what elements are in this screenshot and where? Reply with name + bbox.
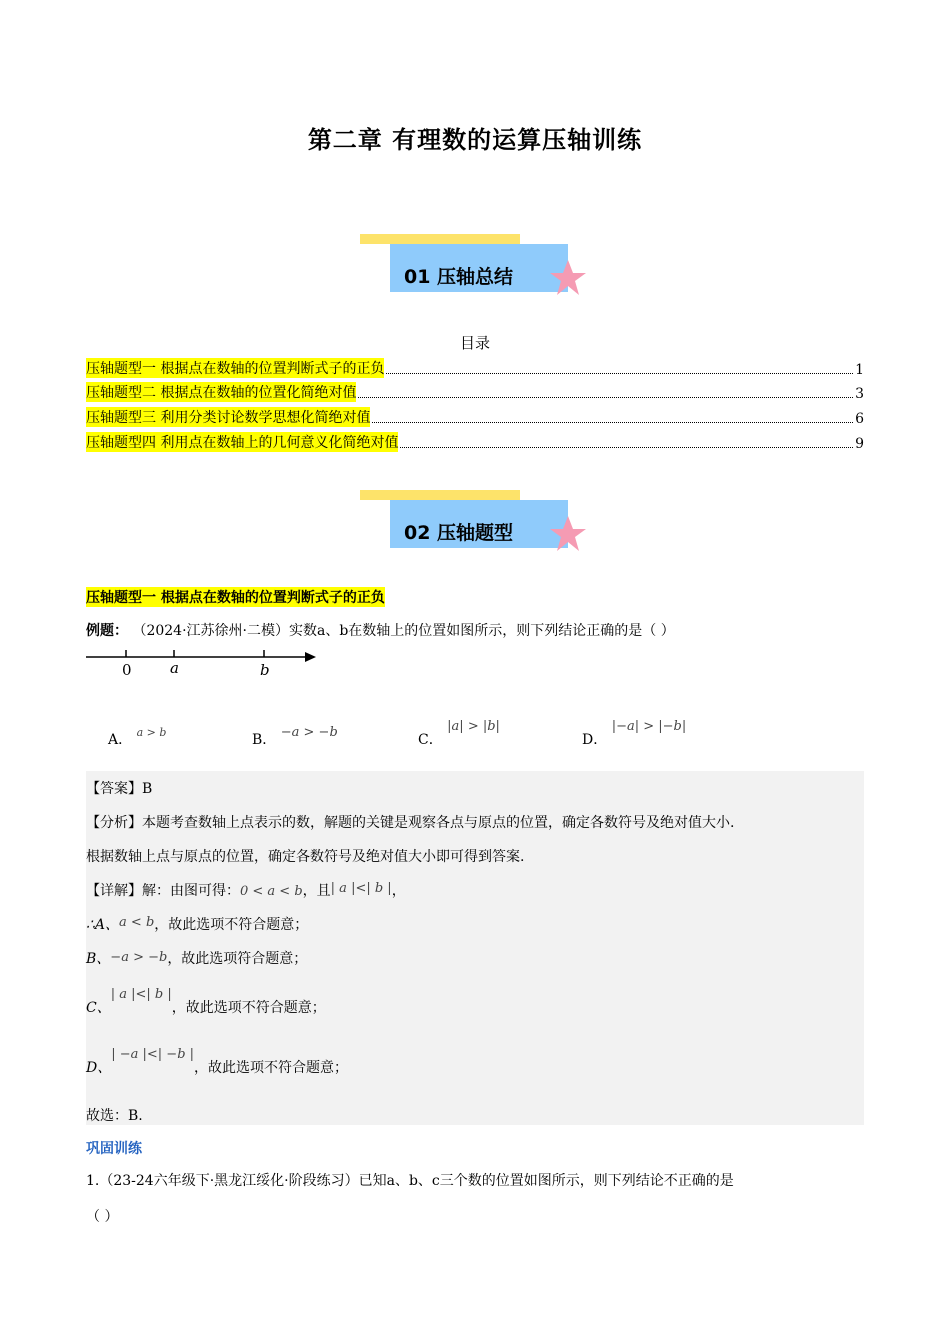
step-d [86,1047,349,1077]
section-heading: 压轴题型一 根据点在数轴的位置判断式子的正负 [86,587,385,607]
step-a [86,914,308,934]
toc-item-label: 压轴题型一 根据点在数轴的位置判断式子的正负 [86,358,384,378]
detail-connector: ，且 [302,883,331,899]
option-d[interactable] [582,719,687,749]
step-expression: −a > −b [110,950,168,965]
step-label: D、 [86,1060,112,1076]
detail-end: ， [391,883,406,899]
step-label: B、 [86,951,111,967]
example-label: 例题： [86,623,128,639]
section-banner-problems [360,490,590,552]
practice-heading: 巩固训练 [86,1141,142,1157]
star-icon [548,258,588,298]
option-b[interactable] [252,725,338,749]
example-text: （2024·江苏徐州·二模）实数a、b在数轴上的位置如图所示，则下列结论正确的是（ ） [132,623,675,639]
banner-yellow-bar [360,234,520,244]
option-expression: a > b [136,726,167,739]
option-c[interactable] [418,719,500,749]
number-line-b: b [260,661,270,679]
toc-item-label: 压轴题型二 根据点在数轴的位置化简绝对值 [86,382,356,402]
banner-yellow-bar [360,490,520,500]
step-conclusion: ，故此选项不符合题意； [171,1000,326,1016]
step-expression: | a |<| b | [110,987,172,1002]
number-line-a: a [170,659,179,677]
page-title: 第二章 有理数的运算压轴训练 [307,126,643,154]
toc-page-number: 1 [855,362,864,378]
number-line-zero: 0 [122,661,132,679]
star-icon [548,514,588,554]
step-expression: a < b [119,915,155,930]
conclusion-line: 故选：B. [86,1108,143,1124]
toc-page-number: 3 [855,386,864,402]
analysis-line-1: 【分析】本题考查数轴上点表示的数，解题的关键是观察各点与原点的位置，确定各数符号及绝对值大小. [86,815,735,831]
option-expression: |a| > |b| [447,719,500,734]
toc-item[interactable] [86,405,864,427]
toc-leader [372,422,853,423]
step-label: C、 [86,1000,111,1016]
step-conclusion: ，故此选项不符合题意； [154,917,309,933]
option-expression: |−a| > |−b| [611,719,687,734]
practice-question-1: 1.（23-24六年级下·黑龙江绥化·阶段练习）已知a、b、c三个数的位置如图所示，则下列结论不正确的是 [86,1173,734,1189]
step-c [86,987,326,1017]
toc-page-number: 6 [855,411,864,427]
detail-expression: 0 < a < b [240,884,303,899]
toc-item[interactable] [86,380,864,402]
example-question [86,620,675,640]
section-banner-summary [360,234,590,296]
step-b [86,948,307,968]
option-a[interactable] [108,726,167,749]
toc-item-label: 压轴题型三 利用分类讨论数学思想化简绝对值 [86,407,370,427]
toc-page-number: 9 [855,436,864,452]
detail-line [86,880,406,900]
option-letter: A． [108,732,133,748]
banner-label: 01 压轴总结 [404,266,514,288]
toc-item[interactable] [86,430,864,452]
option-expression: −a > −b [280,725,338,740]
toc-leader [358,397,853,398]
detail-expression: | a |<| b | [330,881,392,896]
option-letter: D． [582,732,608,748]
step-label: ∴A、 [86,917,120,933]
number-line [86,645,326,681]
answer-line: 【答案】B [86,781,153,797]
toc-heading: 目录 [459,334,490,352]
toc-leader [400,447,853,448]
option-letter: B． [252,732,277,748]
step-conclusion: ，故此选项不符合题意； [194,1060,349,1076]
banner-label: 02 压轴题型 [404,522,514,544]
toc-item[interactable] [86,356,864,378]
toc-item-label: 压轴题型四 利用点在数轴上的几何意义化简绝对值 [86,432,398,452]
detail-prefix: 【详解】解：由图可得： [86,883,240,899]
practice-question-1-bracket: （ ） [86,1209,119,1225]
step-conclusion: ，故此选项符合题意； [167,951,308,967]
analysis-line-2: 根据数轴上点与原点的位置，确定各数符号及绝对值大小即可得到答案. [86,849,525,865]
step-expression: | −a |<| −b | [111,1047,195,1062]
option-letter: C． [418,732,443,748]
toc-leader [386,373,853,374]
